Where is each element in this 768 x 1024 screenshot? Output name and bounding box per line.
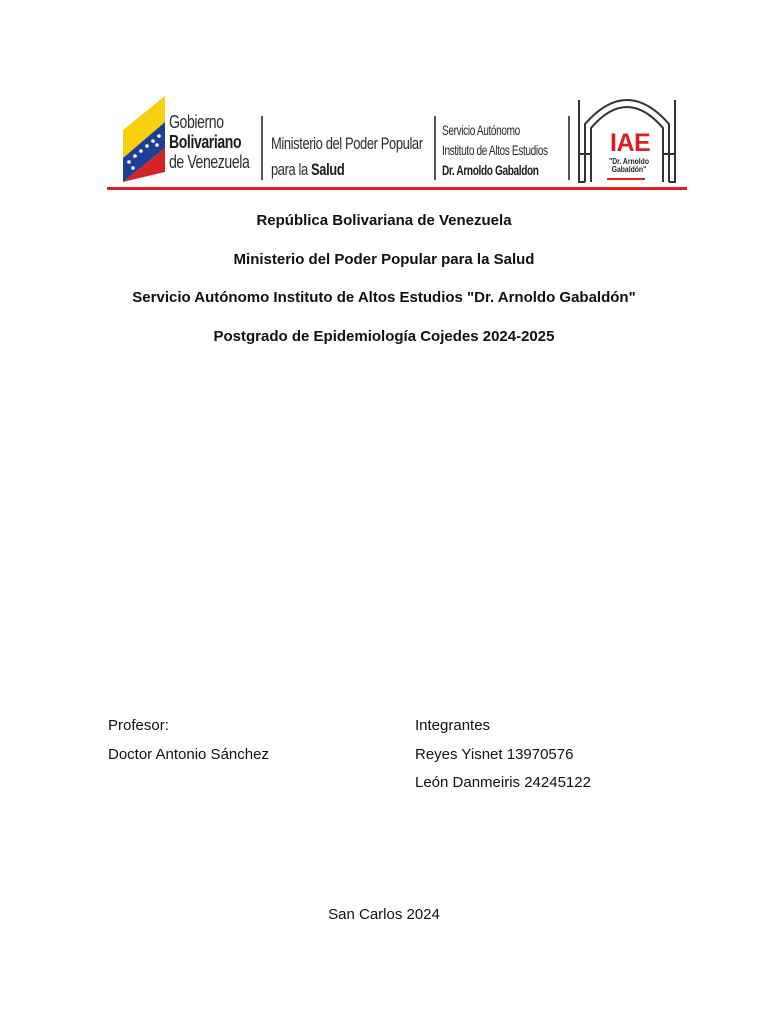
servicio-line-2: Instituto de Altos Estudios — [442, 142, 548, 158]
banner-divider-2 — [434, 116, 436, 180]
professor-label: Profesor: — [108, 717, 169, 734]
ministerio-line-2 — [271, 160, 344, 180]
gobierno-line-3: de Venezuela — [169, 152, 250, 172]
header-institute: Servicio Autónomo Instituto de Altos Estudios "Dr. Arnoldo Gabaldón" — [132, 289, 636, 306]
member-item: Reyes Yisnet 13970576 — [415, 746, 574, 763]
iae-subtitle — [608, 158, 651, 174]
ministerio-line-2-prefix: para la — [271, 160, 312, 179]
header-postgraduate: Postgrado de Epidemiología Cojedes 2024-2025 — [213, 328, 555, 345]
iae-subtitle-line-2: Gabaldón" — [611, 165, 647, 174]
header-red-rule — [107, 187, 687, 190]
institutional-banner — [107, 92, 687, 192]
venezuela-flag-logo — [123, 96, 165, 182]
iae-underline — [607, 178, 645, 180]
header-republic: República Bolivariana de Venezuela — [256, 212, 512, 229]
servicio-line-3: Dr. Arnoldo Gabaldon — [442, 162, 539, 178]
banner-divider-3 — [568, 116, 570, 180]
ministerio-line-1: Ministerio del Poder Popular — [271, 134, 423, 153]
servicio-line-1: Servicio Autónomo — [442, 122, 520, 138]
iae-subtitle-line-1: "Dr. Arnoldo — [608, 157, 650, 166]
banner-divider-1 — [261, 116, 263, 180]
gobierno-line-2: Bolivariano — [169, 132, 242, 152]
header-ministry: Ministerio del Poder Popular para la Salud — [233, 251, 535, 268]
iae-acronym: IAE — [610, 129, 651, 157]
professor-name: Doctor Antonio Sánchez — [108, 746, 269, 763]
member-item: León Danmeiris 24245122 — [415, 774, 591, 791]
footer-place-year: San Carlos 2024 — [328, 906, 440, 923]
gobierno-line-1: Gobierno — [169, 112, 224, 132]
ministerio-line-2-bold: Salud — [311, 160, 345, 179]
members-label: Integrantes — [415, 717, 491, 734]
